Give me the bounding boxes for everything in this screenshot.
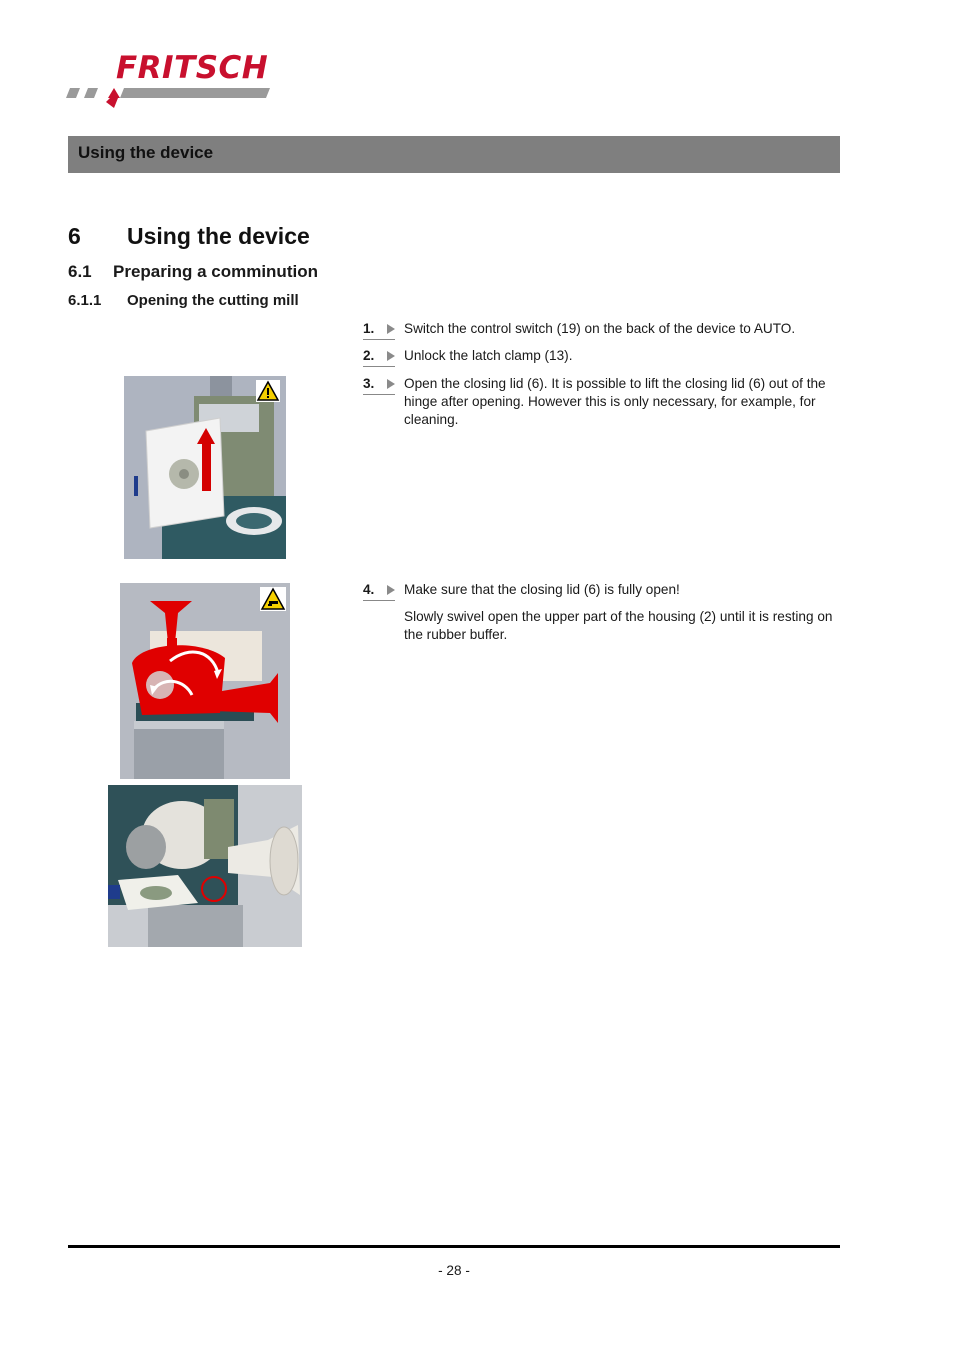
step-text: Unlock the latch clamp (13). — [404, 348, 573, 363]
step-arrow-icon — [387, 351, 395, 361]
figure-rubber-buffer — [108, 785, 302, 947]
fritsch-logo — [66, 52, 286, 114]
subsubsection-number: 6.1.1 — [68, 292, 102, 309]
crush-hazard-icon — [260, 587, 286, 611]
step-number: 2. — [363, 347, 397, 365]
step-arrow-icon — [387, 585, 395, 595]
step-number: 1. — [363, 320, 397, 338]
step-number: 3. — [363, 375, 397, 393]
step-4-note: Slowly swivel open the upper part of the housing (2) until it is resting on the rubber buffer. — [404, 609, 833, 642]
brand-wordmark: FRITSCH — [116, 50, 269, 86]
figure-closing-lid — [124, 376, 286, 559]
subsection-number: 6.1 — [68, 262, 92, 281]
section-number: 6 — [68, 223, 81, 249]
step-arrow-icon — [387, 324, 395, 334]
step-text: Open the closing lid (6). It is possible to lift the closing lid (6) out of the hinge after opening. However this is only necessary, for example, for cleaning. — [404, 376, 826, 427]
running-header — [68, 136, 840, 173]
footer-rule — [68, 1245, 840, 1248]
step-arrow-icon — [387, 379, 395, 389]
figure-swivel-housing — [120, 583, 290, 779]
page-number: - 28 - — [438, 1263, 470, 1278]
subsubsection-title: Opening the cutting mill — [127, 292, 299, 309]
step-number: 4. — [363, 581, 397, 599]
subsubsection-heading — [68, 292, 299, 309]
subsection-title: Preparing a comminution — [113, 262, 318, 281]
step-text: Switch the control switch (19) on the back of the device to AUTO. — [404, 321, 796, 336]
section-title: Using the device — [127, 223, 310, 249]
running-header-title: Using the device — [78, 143, 214, 162]
step-text: Make sure that the closing lid (6) is fully open! — [404, 582, 680, 597]
warning-icon — [256, 380, 280, 402]
subsection-heading — [68, 262, 318, 282]
